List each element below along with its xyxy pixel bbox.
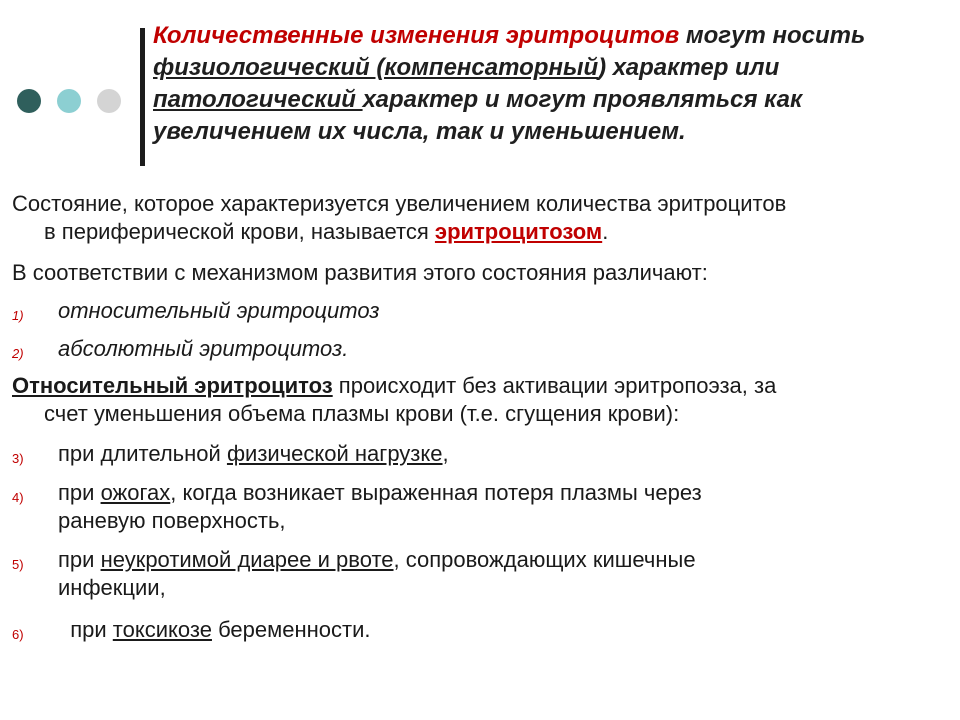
title-pathological: патологический [153, 86, 363, 113]
list-number: 4) [12, 490, 24, 505]
cause-post: , сопровождающих кишечные [393, 547, 696, 572]
cause-post: , [442, 441, 449, 466]
term-relative-erythrocytosis: Относительный эритроцитоз [12, 373, 333, 398]
list-number: 3) [12, 451, 24, 466]
cause-term: неукротимой диарее и рвоте [100, 547, 394, 572]
cause-pre: при [58, 617, 113, 642]
cause-post: , когда возникает выраженная потеря плазмы через [170, 480, 702, 505]
cause-term: токсикозе [112, 617, 212, 642]
list-number: 2) [12, 346, 24, 361]
cause-pre: при [58, 547, 101, 572]
decorative-dot-teal [57, 89, 81, 113]
cause-pre: при [58, 480, 101, 505]
classification-text: В соответствии с механизмом развития этого состояния различают: [12, 260, 708, 285]
list-text [58, 616, 938, 644]
cause-term: физической нагрузке [226, 441, 443, 466]
list-number: 1) [12, 308, 24, 323]
cause-term: ожогах [100, 480, 171, 505]
definition-line-2 [12, 218, 947, 246]
definition-line-1: Состояние, которое характеризуется увеличением количества эритроцитов [12, 191, 787, 216]
list-number: 6) [12, 627, 24, 642]
definition-line-2-text: в периферической крови, называется [44, 219, 435, 244]
slide-title [153, 20, 943, 148]
title-divider-bar [140, 28, 145, 166]
term-erythrocytosis: эритроцитозом [434, 219, 603, 244]
decorative-dot-dark [17, 89, 41, 113]
cause-line-2: инфекции, [58, 575, 166, 600]
list-text [58, 546, 938, 602]
cause-post: беременности. [211, 617, 371, 642]
title-text-1: могут носить [679, 22, 866, 49]
definition-period: . [602, 219, 609, 244]
paragraph-definition [12, 190, 947, 246]
list-text [58, 479, 938, 535]
relative-line-1: происходит без активации эритропоэза, за [332, 373, 777, 398]
cause-pre: при длительной [58, 441, 227, 466]
title-text-2: ) характер или [598, 54, 780, 81]
paragraph-classification [12, 259, 947, 287]
list-text [58, 440, 938, 468]
decorative-dot-gray [97, 89, 121, 113]
title-physiological: физиологический (компенсаторный [153, 54, 599, 81]
title-text-3: характер и могут проявляться как увеличением их числа, так и уменьшением. [153, 86, 803, 145]
cause-line-2: раневую поверхность, [58, 508, 286, 533]
list-text: абсолютный эритроцитоз. [58, 336, 349, 361]
list-text: относительный эритроцитоз [58, 298, 380, 323]
list-number: 5) [12, 557, 24, 572]
title-accent: Количественные изменения эритроцитов [153, 22, 680, 49]
relative-line-2: счет уменьшения объема плазмы крови (т.е. сгущения крови): [44, 401, 680, 426]
paragraph-relative [12, 372, 947, 428]
